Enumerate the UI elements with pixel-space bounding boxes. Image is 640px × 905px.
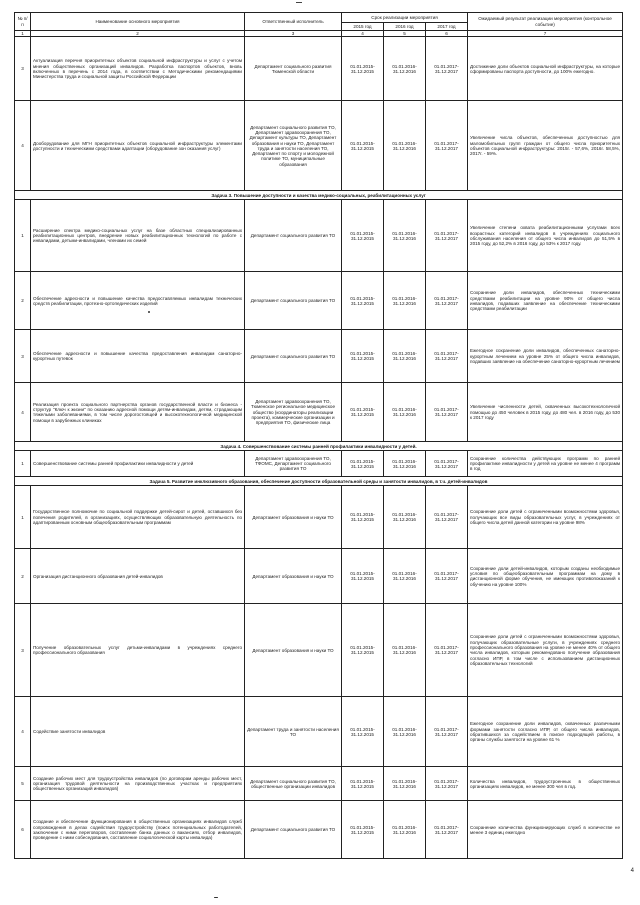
period-2015: 01.01.2015-31.12.2015 [342, 697, 384, 767]
row-number: 2 [15, 549, 31, 604]
table-row [15, 697, 623, 767]
task-heading-row [15, 477, 623, 486]
responsible-executor: Департамент социального развития ТО [245, 272, 342, 330]
table-row [15, 549, 623, 604]
expected-result: Сохранение доли детей с ограниченными возможностями здоровья, получающих все виды образовательных услуг, в учреждениях от общего числа детей данной категории на уровне 98% [468, 486, 623, 549]
period-2017: 01.01.2017-31.12.2017 [426, 383, 468, 442]
period-2016: 01.01.2016-31.12.2016 [384, 200, 426, 272]
expected-result: Сохранение количества действующих программ по ранней профилактике инвалидности у детей на уровне не менее 4 программ в год [468, 451, 623, 477]
responsible-executor: Департамент образования и науки ТО [245, 549, 342, 604]
period-2016: 01.01.2016-31.12.2016 [384, 486, 426, 549]
period-2015: 01.01.2015-31.12.2015 [342, 37, 384, 101]
table-row [15, 767, 623, 801]
activity-name: Актуализация перечня приоритетных объектов социальной инфраструктуры и услуг с учетом мнения общественных организаций инвалидов. Разработка паспортов объектов, вновь включенных в перечень с 2014 года, в соответствии с Методическими рекомендациями Министерства труда и социальной защиты Российской Федерации [31, 37, 245, 101]
expected-result: Количества инвалидов, трудоустроенных в общественных организациях инвалидов, не менее 300 чел в год. [468, 767, 623, 801]
column-index: 6 [426, 31, 468, 37]
period-2015: 01.01.2015-31.12.2015 [342, 101, 384, 191]
header-year-2015: 2015 год [342, 23, 384, 31]
period-2017: 01.01.2017-31.12.2017 [426, 200, 468, 272]
header-name: Наименование основного мероприятия [31, 13, 245, 31]
expected-result: Сохранение доли инвалидов, обеспеченных техническими средствами реабилитации на уровне 90% от общего числа инвалидов, подавших заявление на обеспечение техническими средствами реабилитации [468, 272, 623, 330]
task-heading: Задача 5. Развитие инклюзивного образования, обеспечение доступности образовательной среды и занятости инвалидов, в т.ч. детей-инвалидов [15, 477, 623, 486]
row-number: 4 [15, 697, 31, 767]
responsible-executor: Департамент здравоохранения ТО, ТФОМС, Департамент социального развития ТО [245, 451, 342, 477]
period-2015: 01.01.2015-31.12.2015 [342, 451, 384, 477]
column-index: 3 [245, 31, 342, 37]
activity-name: Обеспечение адресности и повышение качества предоставления инвалидам санаторно-курортных путевок [31, 330, 245, 383]
table-row [15, 383, 623, 442]
row-number: 3 [15, 330, 31, 383]
period-2017: 01.01.2017-31.12.2017 [426, 801, 468, 859]
expected-result: Ежегодное сохранение доли инвалидов, обеспеченных санаторно-курортным лечением на уровне 25% от общего числа инвалидов, подавших заявление на обеспечение санаторно-курортным лечением [468, 330, 623, 383]
row-number: 3 [15, 37, 31, 101]
period-2015: 01.01.2015-31.12.2015 [342, 383, 384, 442]
responsible-executor: Департамент здравоохранения ТО, Тюменское региональное медицинское общество (координаторы реализации проекта), коммерческие организации и предприятия ТО, физические лица [245, 383, 342, 442]
expected-result: Сохранение количества функционирующих служб в количестве не менее 3 единиц ежегодно [468, 801, 623, 859]
period-2017: 01.01.2017-31.12.2017 [426, 272, 468, 330]
column-index: 2 [31, 31, 245, 37]
period-2016: 01.01.2016-31.12.2016 [384, 697, 426, 767]
header-executor: Ответственный исполнитель [245, 13, 342, 31]
period-2017: 01.01.2017-31.12.2017 [426, 451, 468, 477]
row-number: 1 [15, 451, 31, 477]
period-2016: 01.01.2016-31.12.2016 [384, 37, 426, 101]
activity-name: Создание и обеспечение функционирования в общественных организациях инвалидов служб сопровождения в делах содействия трудоустройству (поиск потенциальных работодателей, заключение с ними переговоров, составление банка данных о вакансиях, отбор инвалидов, проведение с ними собеседования, составление социологической карты инвалида) [31, 801, 245, 859]
period-2016: 01.01.2016-31.12.2016 [384, 767, 426, 801]
expected-result: Сохранение доли детей-инвалидов, которым созданы необходимые условия по общеобразовательным программам на дому в дистанционной форме обучения, не имеющих противопоказаний к обучению на уровне 100% [468, 549, 623, 604]
activity-name: Организация дистанционного образования детей-инвалидов [31, 549, 245, 604]
table-row [15, 101, 623, 191]
activity-name: Обеспечение адресности и повышение качества предоставляемых инвалидам технических средств реабилитации, протезно-ортопедических изделий [31, 272, 245, 330]
task-heading: Задача 4. Совершенствование системы ранней профилактики инвалидности у детей. [15, 442, 623, 451]
task-heading: Задача 3. Повышение доступности и качества медико-социальных, реабилитационных услуг [15, 191, 623, 200]
responsible-executor: Департамент социального развития ТО [245, 330, 342, 383]
row-number: 2 [15, 272, 31, 330]
header-period: Срок реализации мероприятия [342, 13, 468, 23]
column-index: 1 [15, 31, 31, 37]
table-row [15, 451, 623, 477]
table-row [15, 801, 623, 859]
responsible-executor: Департамент образования и науки ТО [245, 486, 342, 549]
activities-table [14, 12, 623, 859]
period-2015: 01.01.2015-31.12.2015 [342, 272, 384, 330]
period-2016: 01.01.2016-31.12.2016 [384, 801, 426, 859]
row-number: 4 [15, 101, 31, 191]
header-num: № п/п [15, 13, 31, 31]
responsible-executor: Департамент социального развития Тюменской области [245, 37, 342, 101]
column-index: 4 [342, 31, 384, 37]
activity-name: Расширение спектра медико-социальных услуг на базе областных специализированных реабилитационных центров, внедрение новых реабилитационных технологий по работе с инвалидами, детьми-инвалидами, членами их семей [31, 200, 245, 272]
scan-speck [148, 311, 150, 313]
period-2016: 01.01.2016-31.12.2016 [384, 101, 426, 191]
responsible-executor: Департамент труда и занятости населения ТО [245, 697, 342, 767]
task-heading-row [15, 191, 623, 200]
column-index: 7 [468, 31, 623, 37]
expected-result: Увеличение степени охвата реабилитационными услугами всех возрастных категорий инвалидов в учреждениях социального обслуживания населения от общего числа инвалидов до 51,5% в 2015 году, до 52,2% в 2016 году, до 53% к 2017 году. [468, 200, 623, 272]
table-row [15, 486, 623, 549]
period-2015: 01.01.2015-31.12.2015 [342, 604, 384, 697]
period-2015: 01.01.2015-31.12.2015 [342, 200, 384, 272]
period-2015: 01.01.2015-31.12.2015 [342, 330, 384, 383]
activity-name: Создание рабочих мест для трудоустройства инвалидов (по договорам аренды рабочих мест, организация трудовой деятельности на производственных участках и предприятиях общественных организаций инвалидов) [31, 767, 245, 801]
period-2017: 01.01.2017-31.12.2017 [426, 697, 468, 767]
period-2015: 01.01.2015-31.12.2015 [342, 801, 384, 859]
period-2016: 01.01.2016-31.12.2016 [384, 604, 426, 697]
column-index: 5 [384, 31, 426, 37]
period-2017: 01.01.2017-31.12.2017 [426, 330, 468, 383]
header-year-2017: 2017 год [426, 23, 468, 31]
period-2015: 01.01.2015-31.12.2015 [342, 486, 384, 549]
header-result: Ожидаемый результат реализации мероприятия (контрольное событие) [468, 13, 623, 31]
table-row [15, 272, 623, 330]
expected-result: Увеличение численности детей, охваченных высокотехнологичной помощью до 450 человек в 2015 году, до 480 чел. в 2016 году, до 530 к 2017 году [468, 383, 623, 442]
activity-name: Получение образовательных услуг детьми-инвалидами в учреждениях среднего профессионального образования [31, 604, 245, 697]
scan-speck [214, 897, 218, 898]
table-row [15, 604, 623, 697]
activity-name: Дооборудование для МГН приоритетных объектов социальной инфраструктуры элементами доступности и техническими средствами адаптации (оборудование зон оказания услуг) [31, 101, 245, 191]
responsible-executor: Департамент социального развития ТО [245, 200, 342, 272]
activity-name: Совершенствование системы ранней профилактики инвалидности у детей [31, 451, 245, 477]
period-2016: 01.01.2016-31.12.2016 [384, 549, 426, 604]
period-2017: 01.01.2017-31.12.2017 [426, 549, 468, 604]
table-row [15, 330, 623, 383]
table-row [15, 37, 623, 101]
period-2017: 01.01.2017-31.12.2017 [426, 604, 468, 697]
expected-result: Достижение доли объектов социальной инфраструктуры, на которые сформированы паспорта доступности, до 100% ежегодно. [468, 37, 623, 101]
page-number: 4 [630, 868, 634, 874]
period-2017: 01.01.2017-31.12.2017 [426, 486, 468, 549]
responsible-executor: Департамент образования и науки ТО [245, 604, 342, 697]
row-number: 5 [15, 767, 31, 801]
period-2017: 01.01.2017-31.12.2017 [426, 37, 468, 101]
responsible-executor: Департамент социального развития ТО [245, 801, 342, 859]
expected-result: Ежегодное сохранение доли инвалидов, охваченных различными формами занятости согласно ИПР, от общего числа инвалидов, обратившихся за содействием в поиске подходящей работы, в органы службы занятости на уровне 61 % [468, 697, 623, 767]
expected-result: Увеличение числа объектов, обеспеченных доступностью для маломобильных групп граждан от общего числа приоритетных объектов социальной инфраструктуры: 2015г. - 57,6%, 2016г. 58,5%, 2017г. - 59%. [468, 101, 623, 191]
period-2015: 01.01.2015-31.12.2015 [342, 549, 384, 604]
period-2017: 01.01.2017-31.12.2017 [426, 767, 468, 801]
row-number: 1 [15, 200, 31, 272]
period-2016: 01.01.2016-31.12.2016 [384, 330, 426, 383]
responsible-executor: Департамент социального развития ТО, Департамент здравоохранения ТО, Департамент культуры ТО, Департамент образования и науки ТО, Департамент труда и занятости населения ТО, Департамент по спорту и молодежной политике ТО, муниципальные образования [245, 101, 342, 191]
row-number: 6 [15, 801, 31, 859]
header-year-2016: 2016 год [384, 23, 426, 31]
table-body [15, 37, 623, 859]
page-top-mark [296, 2, 302, 6]
period-2017: 01.01.2017-31.12.2017 [426, 101, 468, 191]
table-row [15, 200, 623, 272]
activity-name: Содействие занятости инвалидов [31, 697, 245, 767]
period-2016: 01.01.2016-31.12.2016 [384, 272, 426, 330]
document-sheet [14, 12, 622, 859]
row-number: 3 [15, 604, 31, 697]
row-number: 4 [15, 383, 31, 442]
activity-name: Реализация проекта социального партнерства органов государственной власти и бизнеса - структур "Ключ к жизни" по оказанию адресной помощи детям-инвалидам, детям, страдающим тяжелыми заболеваниями, в том числе дорогостоящей и высокотехнологичной медицинской помощи в зарубежных клиниках [31, 383, 245, 442]
responsible-executor: Департамент социального развития ТО, общественные организации инвалидов [245, 767, 342, 801]
period-2016: 01.01.2016-31.12.2016 [384, 451, 426, 477]
period-2016: 01.01.2016-31.12.2016 [384, 383, 426, 442]
activity-name: Государственное полномочие по социальной поддержке детей-сирот и детей, оставшихся без попечения родителей, в организациях, осуществляющих образовательную деятельность по адаптированным основным общеобразовательным программам [31, 486, 245, 549]
row-number: 1 [15, 486, 31, 549]
period-2015: 01.01.2015-31.12.2015 [342, 767, 384, 801]
expected-result: Сохранение доли детей с ограниченными возможностями здоровья, получающих образовательные услуги, в учреждениях среднего профессионального образования на уровне не менее 40% от общего числа инвалидов, которым рекомендовано получение образования согласно ИПР, в том числе с использованием дистанционных образовательных технологий [468, 604, 623, 697]
task-heading-row [15, 442, 623, 451]
